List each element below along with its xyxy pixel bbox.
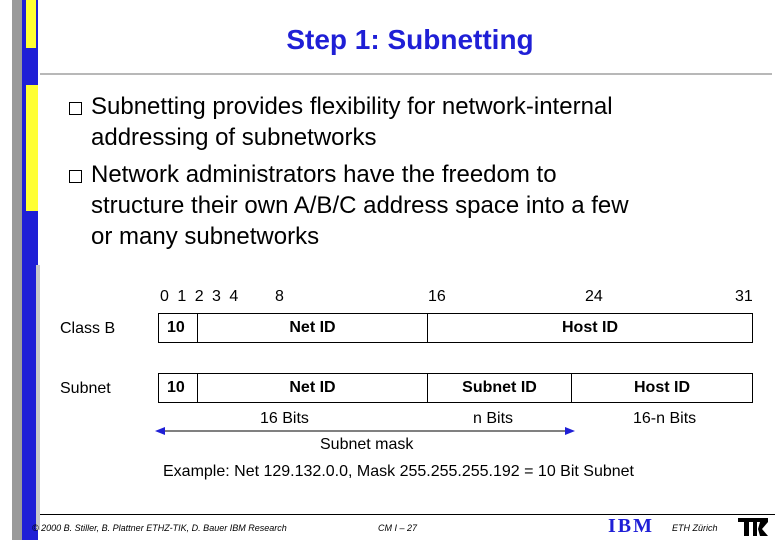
subnet-host-id-field: Host ID [571,373,753,403]
bullet-box-icon [69,102,82,115]
ibm-logo: IBM [608,515,654,537]
footer-page-number: CM I – 27 [378,523,418,533]
bullet-2-line-3: or many subnetworks [91,223,320,250]
subnet-mask-label: Subnet mask [320,436,414,453]
bullet-2 [91,159,629,252]
left-yellow-bar-mid [26,85,38,211]
bit-position-0-4: 0 1 2 3 4 [160,288,241,305]
bit-position-8: 8 [275,288,284,305]
bullet-1-line-2: addressing of subnetworks [91,124,377,151]
width-n-bits: n Bits [473,410,514,427]
left-gray-bar-low [36,265,40,530]
bit-position-16: 16 [428,288,446,305]
footer-divider [40,514,775,515]
subnet-label: Subnet [60,380,111,397]
class-b-label: Class B [60,320,116,337]
bullet-1 [91,91,613,153]
bit-position-31: 31 [735,288,753,305]
bullet-box-icon [69,170,82,183]
width-16-n-bits: 16-n Bits [633,410,697,427]
class-b-net-id-field: Net ID [197,313,428,343]
tik-logo-icon [738,516,768,538]
bullet-2-line-2: structure their own A/B/C address space into a few [91,192,629,219]
class-b-host-id-field: Host ID [427,313,753,343]
bullet-2-line-1: Network administrators have the freedom to [91,161,557,188]
title-divider [40,73,772,75]
width-16-bits: 16 Bits [260,410,309,427]
left-gray-bar [12,0,22,540]
bit-position-24: 24 [585,288,603,305]
class-b-prefix-field: 10 [158,313,198,343]
subnet-prefix-field: 10 [158,373,198,403]
eth-zurich-label: ETH Zürich [672,523,718,533]
subnet-net-id-field: Net ID [197,373,428,403]
bullet-1-line-1: Subnetting provides flexibility for network-internal [91,93,613,120]
subnet-subnet-id-field: Subnet ID [427,373,572,403]
example-text: Example: Net 129.132.0.0, Mask 255.255.255.192 = 10 Bit Subnet [163,463,634,480]
footer-credits: © 2000 B. Stiller, B. Plattner ETHZ-TIK, D. Bauer IBM Research [32,523,287,533]
left-yellow-bar-top [26,0,36,48]
slide-title: Step 1: Subnetting [286,24,534,55]
